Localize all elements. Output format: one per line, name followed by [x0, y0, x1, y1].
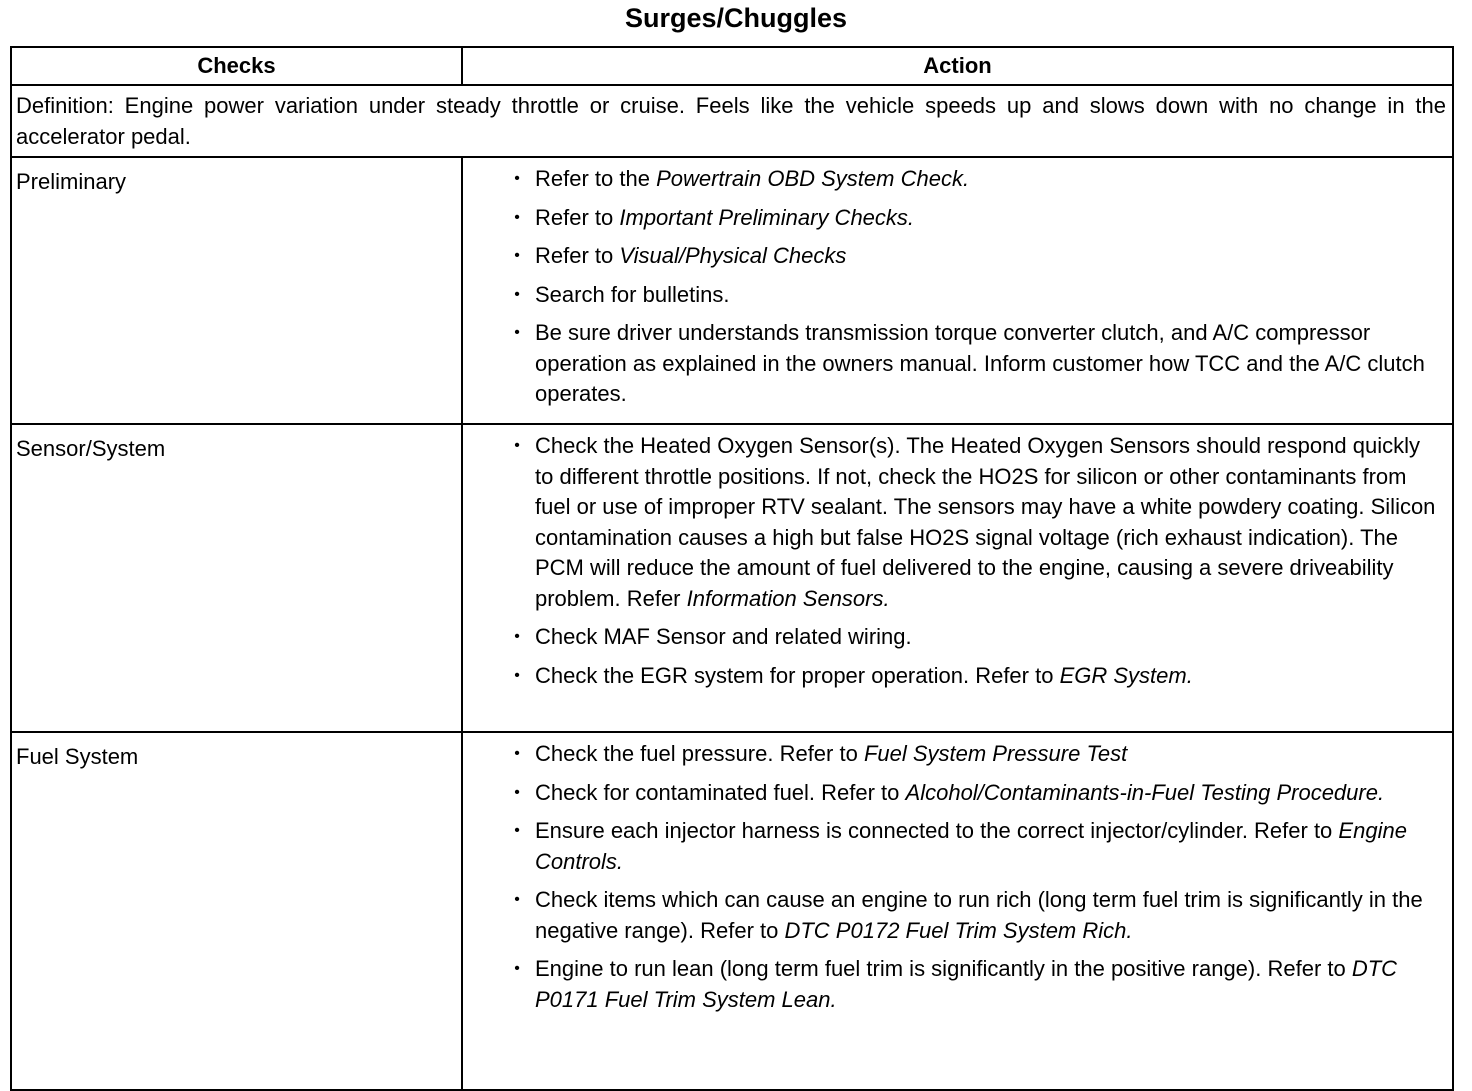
- action-text: Refer to: [535, 243, 620, 268]
- list-item: [507, 241, 1444, 272]
- reference-link: Information Sensors.: [686, 585, 890, 611]
- action-text: Ensure each injector harness is connected to the correct injector/cylinder. Refer to: [535, 818, 1339, 843]
- bullet-icon: •: [514, 324, 520, 341]
- bullet-icon: •: [514, 285, 520, 303]
- action-text: Search for bulletins.: [535, 281, 730, 307]
- bullet-icon: •: [514, 960, 520, 977]
- reference-link: Alcohol/Contaminants-in-Fuel Testing Procedure.: [905, 779, 1385, 805]
- diagnostic-table: [10, 46, 1454, 1091]
- reference-link: Powertrain OBD System Check.: [656, 166, 970, 191]
- bullet-icon: •: [514, 628, 520, 645]
- reference-link: Fuel System Pressure Test: [863, 741, 1128, 766]
- list-item: [507, 661, 1444, 692]
- action-cell: [462, 424, 1453, 732]
- action-list: [463, 733, 1452, 1019]
- reference-link: Important Preliminary Checks.: [619, 204, 915, 230]
- action-list: [463, 158, 1452, 414]
- bullet-icon: •: [514, 170, 520, 187]
- reference-link: Visual/Physical Checks: [619, 243, 847, 268]
- action-text: Refer to: [535, 204, 620, 230]
- bullet-icon: •: [514, 666, 520, 684]
- reference-link: Engine Controls.: [535, 818, 1407, 874]
- table-row: [11, 157, 1453, 424]
- reference-link: DTC P0172 Fuel Trim System Rich.: [784, 917, 1133, 943]
- checks-header: Checks: [11, 47, 462, 85]
- action-text: Check items which can cause an engine to run rich (long term fuel trim is significantly in the negative range). Refer to: [535, 887, 1423, 943]
- action-text: Check the EGR system for proper operation. Refer to: [535, 662, 1060, 688]
- action-cell: [462, 157, 1453, 424]
- action-text: Check the fuel pressure. Refer to: [535, 741, 864, 766]
- list-item: [507, 280, 1444, 311]
- list-item: [507, 885, 1444, 946]
- reference-link: EGR System.: [1059, 662, 1193, 688]
- list-item: [507, 739, 1444, 770]
- check-label: Preliminary: [11, 157, 462, 424]
- list-item: [507, 164, 1444, 195]
- page-title: Surges/Chuggles: [624, 3, 848, 33]
- action-cell: [462, 732, 1453, 1090]
- header-row: [11, 47, 1453, 85]
- check-label: Fuel System: [11, 732, 462, 1090]
- bullet-icon: •: [514, 437, 520, 454]
- bullet-icon: •: [514, 783, 520, 801]
- bullet-icon: •: [514, 745, 520, 762]
- bullet-icon: •: [514, 822, 520, 839]
- action-text: Check the Heated Oxygen Sensor(s). The Heated Oxygen Sensors should respond quickly to different throttle positions. If not, check the HO2S for silicon or other contaminants from fuel or use of improper RTV sealant. The sensors may have a white powdery coating. Silicon contamination causes a high but false HO2S signal voltage (rich exhaust indication). The PCM will reduce the amount of fuel delivered to the engine, causing a severe driveability problem. Refer: [535, 433, 1436, 611]
- bullet-icon: •: [514, 891, 520, 908]
- reference-link: DTC P0171 Fuel Trim System Lean.: [535, 956, 1398, 1012]
- action-text: Engine to run lean (long term fuel trim is significantly in the positive range). Refer to: [535, 956, 1352, 981]
- action-text: Check MAF Sensor and related wiring.: [535, 624, 912, 649]
- table-row: [11, 732, 1453, 1090]
- action-text: Refer to the: [535, 166, 657, 191]
- action-header: Action: [462, 47, 1453, 85]
- list-item: [507, 622, 1444, 653]
- list-item: [507, 203, 1444, 234]
- action-list: [463, 425, 1452, 695]
- list-item: [507, 431, 1444, 614]
- definition-row: [11, 85, 1453, 157]
- table-row: [11, 424, 1453, 732]
- check-label: Sensor/System: [11, 424, 462, 732]
- bullet-icon: •: [514, 208, 520, 226]
- bullet-icon: •: [514, 247, 520, 264]
- action-text: Check for contaminated fuel. Refer to: [535, 779, 906, 805]
- list-item: [507, 954, 1444, 1015]
- list-item: [507, 778, 1444, 809]
- definition-text: Definition: Engine power variation under steady throttle or cruise. Feels like the vehicle speeds up and slows down with no change in the accelerator pedal.: [11, 85, 1453, 157]
- action-text: Be sure driver understands transmission torque converter clutch, and A/C compressor operation as explained in the owners manual. Inform customer how TCC and the A/C clutch operates.: [535, 320, 1425, 406]
- list-item: [507, 816, 1444, 877]
- list-item: [507, 318, 1444, 410]
